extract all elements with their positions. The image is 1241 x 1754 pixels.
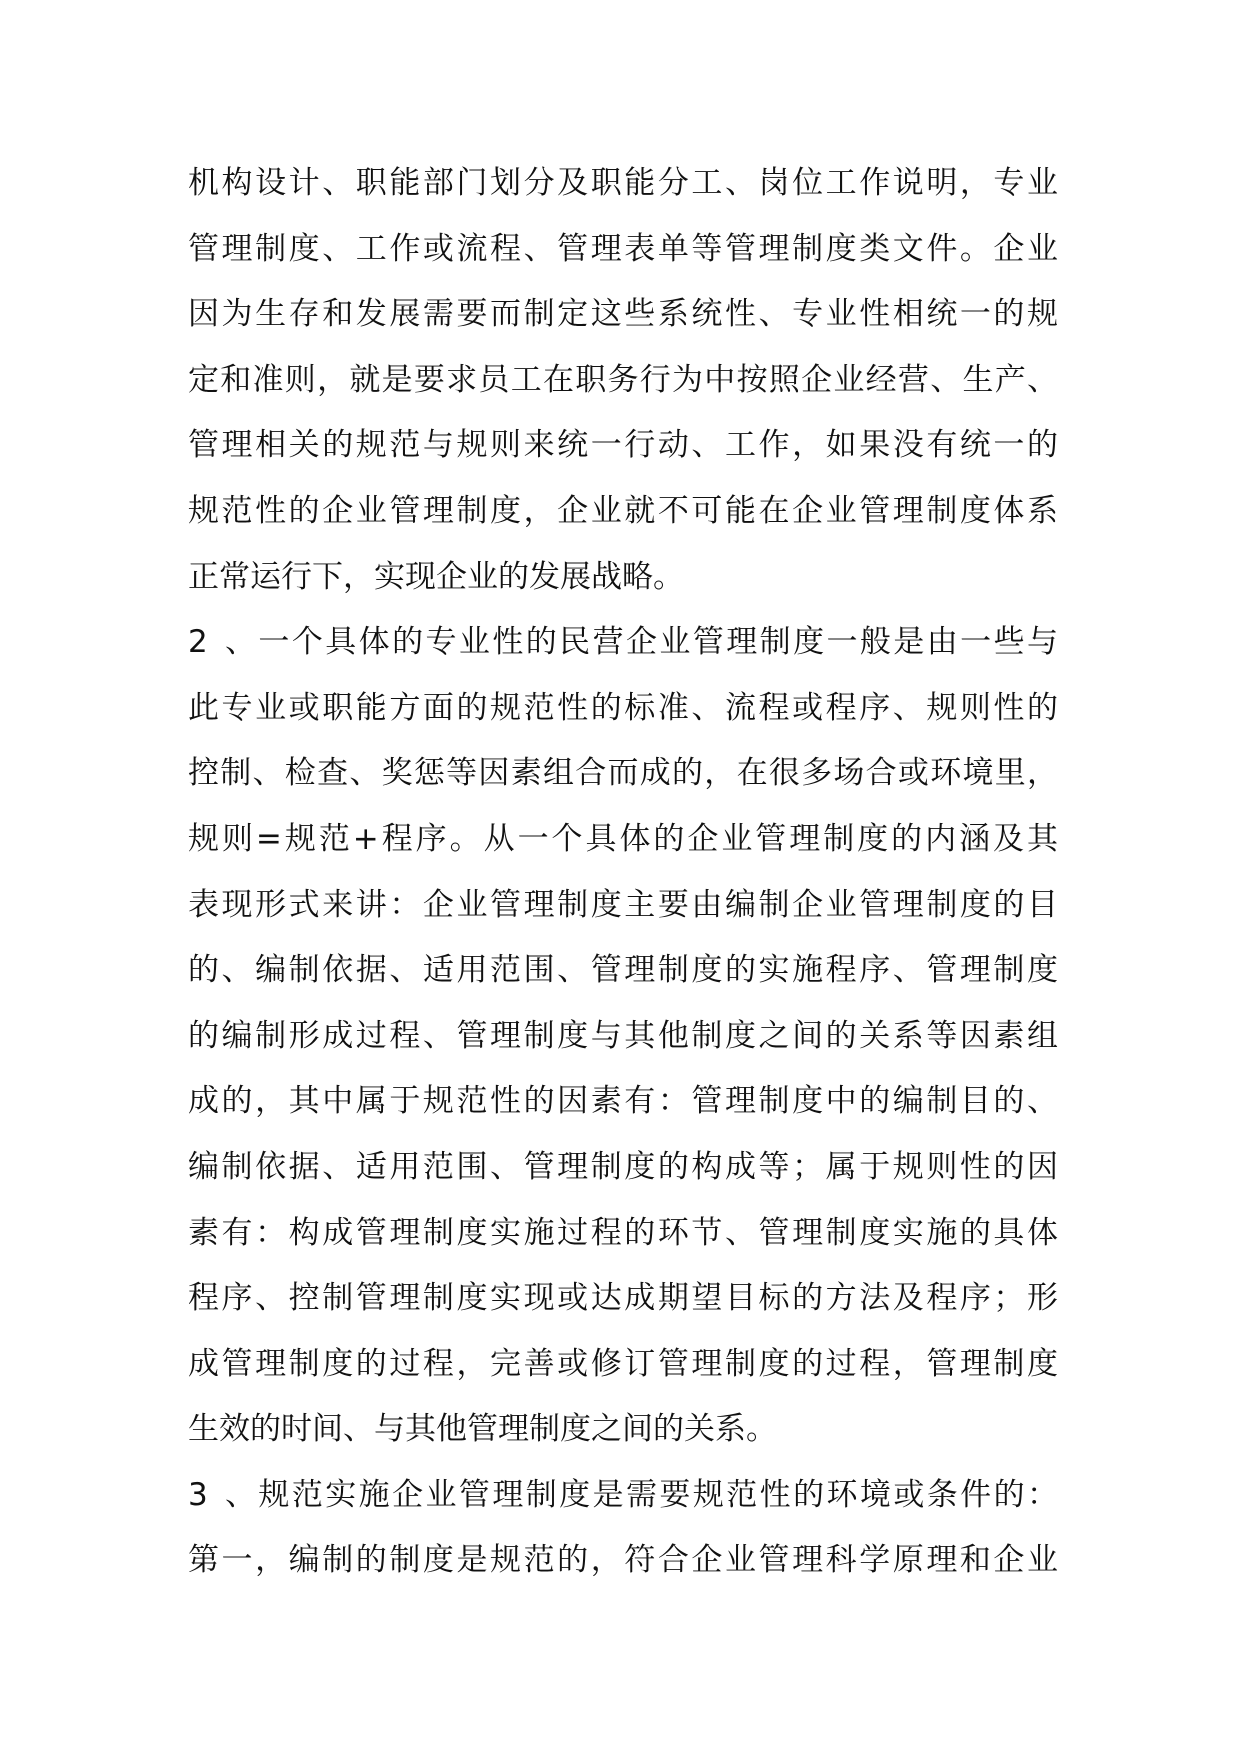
paragraph-text: 一个具体的专业性的民营企业管理制度一般是由一些与 bbox=[256, 624, 1058, 661]
numbered-paragraph-line bbox=[188, 619, 1058, 685]
text-line: 管理制度、工作或流程、管理表单等管理制度类文件。企业 bbox=[188, 230, 1058, 267]
text-line: 的编制形成过程、管理制度与其他制度之间的关系等因素组 bbox=[188, 1017, 1058, 1054]
body-text bbox=[188, 160, 1058, 1603]
paragraph-text: 规范实施企业管理制度是需要规范性的环境或条件的： bbox=[256, 1476, 1058, 1513]
paragraph-number: 3、 bbox=[188, 1476, 256, 1513]
text-line: 定和准则，就是要求员工在职务行为中按照企业经营、生产、 bbox=[188, 361, 1058, 398]
text-line: 表现形式来讲：企业管理制度主要由编制企业管理制度的目 bbox=[188, 886, 1058, 923]
paragraph-number: 2、 bbox=[188, 624, 256, 661]
numbered-paragraph-line bbox=[188, 1472, 1058, 1538]
text-line: 管理相关的规范与规则来统一行动、工作，如果没有统一的 bbox=[188, 427, 1058, 464]
text-line: 控制、检查、奖惩等因素组合而成的，在很多场合或环境里， bbox=[188, 755, 1058, 792]
text-line: 成的，其中属于规范性的因素有：管理制度中的编制目的、 bbox=[188, 1083, 1058, 1120]
text-line: 程序、控制管理制度实现或达成期望目标的方法及程序；形 bbox=[188, 1280, 1058, 1317]
text-line: 成管理制度的过程，完善或修订管理制度的过程，管理制度 bbox=[188, 1345, 1058, 1382]
text-line: 正常运行下，实现企业的发展战略。 bbox=[188, 558, 684, 595]
text-line: 的、编制依据、适用范围、管理制度的实施程序、管理制度 bbox=[188, 952, 1058, 989]
text-line: 此专业或职能方面的规范性的标准、流程或程序、规则性的 bbox=[188, 689, 1058, 726]
text-line: 规范性的企业管理制度，企业就不可能在企业管理制度体系 bbox=[188, 492, 1058, 529]
text-line: 编制依据、适用范围、管理制度的构成等；属于规则性的因 bbox=[188, 1148, 1058, 1185]
text-line: 机构设计、职能部门划分及职能分工、岗位工作说明，专业 bbox=[188, 165, 1058, 201]
text-line: 生效的时间、与其他管理制度之间的关系。 bbox=[188, 1411, 777, 1448]
text-line: 因为生存和发展需要而制定这些系统性、专业性相统一的规 bbox=[188, 296, 1058, 333]
text-line: 第一，编制的制度是规范的，符合企业管理科学原理和企业 bbox=[188, 1542, 1058, 1579]
text-line: 规则=规范+程序。从一个具体的企业管理制度的内涵及其 bbox=[188, 820, 1058, 857]
text-line: 素有：构成管理制度实施过程的环节、管理制度实施的具体 bbox=[188, 1214, 1058, 1251]
